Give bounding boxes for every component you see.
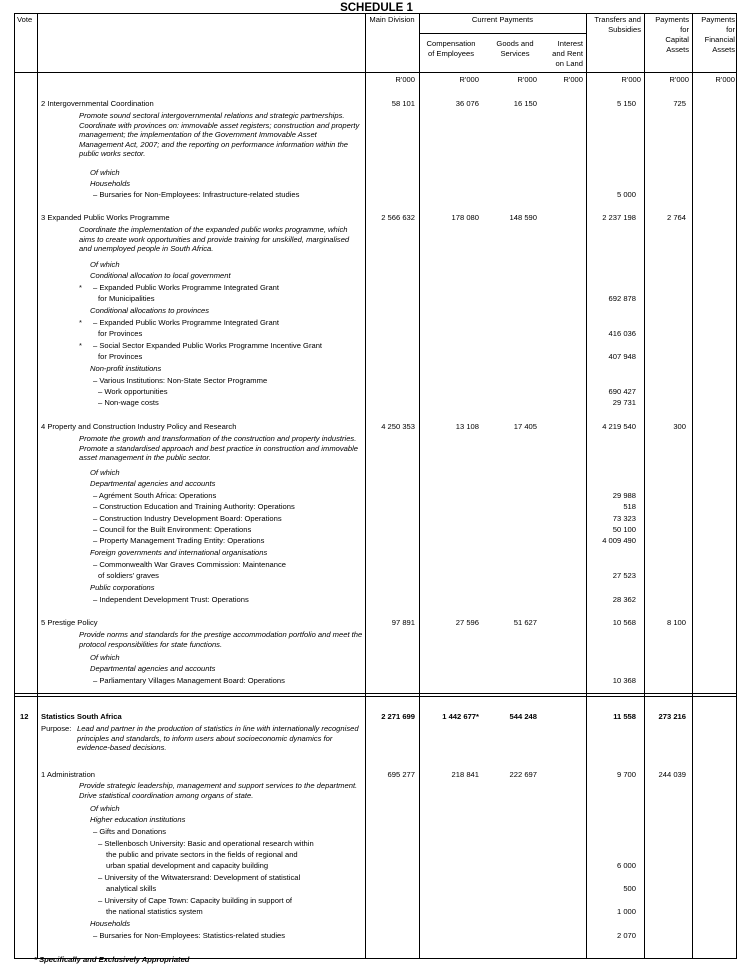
- amount-transfers: 27 523: [612, 571, 636, 580]
- amount-comp: 1 442 677*: [442, 712, 479, 721]
- vote-name: Statistics South Africa: [41, 712, 122, 721]
- line-item: – University of Cape Town: Capacity building in support of: [98, 896, 293, 905]
- amount-transfers: 29 731: [612, 398, 636, 407]
- amount-capital: 2 764: [666, 213, 686, 222]
- amount-transfers: 5 000: [616, 190, 636, 199]
- amount-transfers: 6 000: [616, 861, 636, 870]
- amount-comp: 218 841: [451, 770, 479, 779]
- header-capital-4: Assets: [666, 45, 689, 54]
- header-transfers-1: Transfers and: [594, 15, 641, 24]
- unit-label: R'000: [459, 75, 479, 84]
- category-heading: Conditional allocation to local government: [90, 271, 231, 280]
- purpose-label: Purpose:: [41, 724, 72, 733]
- line-item: – Gifts and Donations: [93, 827, 167, 836]
- amount-main: 58 101: [391, 99, 415, 108]
- of-which: Of which: [90, 804, 120, 813]
- line-item-cont: for Provinces: [98, 329, 143, 338]
- header-interest-2: and Rent: [552, 49, 583, 58]
- amount-transfers: 2 070: [616, 931, 636, 940]
- header-capital-3: Capital: [665, 35, 689, 44]
- line-item: – Construction Industry Development Board: Operations: [93, 514, 282, 523]
- programme-name: 4 Property and Construction Industry Policy and Research: [41, 422, 237, 431]
- footnote: * Specifically and Exclusively Appropriated: [34, 955, 190, 964]
- line-item: – Expanded Public Works Programme Integrated Grant: [93, 318, 279, 327]
- category-heading: Non-profit institutions: [90, 364, 162, 373]
- line-item: – Work opportunities: [98, 387, 168, 396]
- unit-label: R'000: [563, 75, 583, 84]
- amount-transfers: 2 237 198: [602, 213, 636, 222]
- programme-purpose: Provide norms and standards for the prestige accommodation portfolio and meet the protocol responsibilities for state functions.: [79, 630, 363, 649]
- column-divider: [419, 13, 420, 959]
- unit-label: R'000: [621, 75, 641, 84]
- line-item: – Council for the Built Environment: Operations: [93, 525, 252, 534]
- amount-transfers: 28 362: [612, 595, 636, 604]
- appropriation-marker: *: [79, 341, 82, 350]
- header-main-division: Main Division: [369, 15, 415, 24]
- header-capital-2: for: [680, 25, 689, 34]
- unit-label: R'000: [715, 75, 735, 84]
- line-item: – Agrément South Africa: Operations: [93, 491, 217, 500]
- header-financial-2: for: [726, 25, 735, 34]
- amount-comp: 178 080: [451, 213, 479, 222]
- header-capital-1: Payments: [655, 15, 689, 24]
- amount-transfers: 4 219 540: [602, 422, 636, 431]
- amount-goods: 148 590: [509, 213, 537, 222]
- amount-transfers: 10 568: [612, 618, 636, 627]
- header-financial-3: Financial: [704, 35, 735, 44]
- of-which: Of which: [90, 468, 120, 477]
- vote-divider: [14, 693, 737, 694]
- line-item-cont: urban spatial development and capacity building: [106, 861, 269, 870]
- line-item: – Stellenbosch University: Basic and operational research within: [98, 839, 314, 848]
- amount-transfers: 518: [623, 502, 636, 511]
- line-item-cont: the national statistics system: [106, 907, 203, 916]
- line-item: – Bursaries for Non-Employees: Statistics-related studies: [93, 931, 286, 940]
- header-financial-1: Payments: [701, 15, 735, 24]
- programme-name: 1 Administration: [41, 770, 96, 779]
- category-heading: Conditional allocations to provinces: [90, 306, 210, 315]
- amount-goods: 16 150: [513, 99, 537, 108]
- amount-transfers: 416 036: [608, 329, 636, 338]
- amount-transfers: 50 100: [612, 525, 636, 534]
- amount-capital: 300: [673, 422, 686, 431]
- line-item: – Independent Development Trust: Operations: [93, 595, 249, 604]
- header-interest-3: on Land: [555, 59, 583, 68]
- line-item: – Non-wage costs: [98, 398, 159, 407]
- header-comp-1: Compensation: [426, 39, 476, 48]
- vote-purpose: Lead and partner in the production of statistics in line with internationally recognised principles and standards, to inform users about socioeconomic dynamics for evidence-based decisions.: [77, 724, 359, 753]
- line-item-cont: of soldiers' graves: [98, 571, 159, 580]
- of-which: Of which: [90, 653, 120, 662]
- amount-goods: 544 248: [509, 712, 537, 721]
- category-heading: Higher education institutions: [90, 815, 186, 824]
- header-goods-2: Services: [500, 49, 530, 58]
- amount-transfers: 11 558: [613, 712, 636, 721]
- amount-comp: 27 596: [455, 618, 479, 627]
- of-which: Of which: [90, 168, 120, 177]
- unit-label: R'000: [669, 75, 689, 84]
- header-vote: Vote: [17, 15, 33, 24]
- amount-transfers: 4 009 490: [602, 536, 636, 545]
- vote-number: 12: [20, 712, 29, 721]
- category-heading: Departmental agencies and accounts: [90, 479, 216, 488]
- appropriation-marker: *: [79, 318, 82, 327]
- amount-goods: 222 697: [509, 770, 537, 779]
- programme-purpose: Promote the growth and transformation of the construction and property industries. Promote a standardised approach and best practice in construction and immovable asset management in the public sector.: [79, 434, 359, 463]
- amount-comp: 36 076: [455, 99, 479, 108]
- amount-transfers: 9 700: [616, 770, 636, 779]
- amount-transfers: 500: [623, 884, 636, 893]
- line-item-cont: for Municipalities: [98, 294, 155, 303]
- line-item-cont: the public and private sectors in the fields of regional and: [106, 850, 298, 859]
- header-goods-1: Goods and: [496, 39, 534, 48]
- amount-transfers: 407 948: [608, 352, 636, 361]
- column-divider: [365, 13, 366, 959]
- header-interest-1: Interest: [557, 39, 583, 48]
- column-divider: [692, 13, 693, 959]
- amount-transfers: 73 323: [612, 514, 636, 523]
- amount-goods: 17 405: [513, 422, 537, 431]
- amount-transfers: 690 427: [608, 387, 636, 396]
- category-heading: Households: [90, 919, 131, 928]
- category-heading: Foreign governments and international organisations: [90, 548, 268, 557]
- header-divider: [419, 33, 586, 34]
- amount-main: 2 566 632: [381, 213, 415, 222]
- amount-main: 695 277: [387, 770, 415, 779]
- column-divider: [37, 13, 38, 959]
- amount-transfers: 5 150: [616, 99, 636, 108]
- amount-comp: 13 108: [455, 422, 479, 431]
- programme-purpose: Provide strategic leadership, management and support services to the department. Drive statistical coordination among organs of state.: [79, 781, 358, 800]
- category-heading: Public corporations: [90, 583, 155, 592]
- amount-capital: 8 100: [666, 618, 686, 627]
- amount-capital: 244 039: [658, 770, 686, 779]
- line-item: – Social Sector Expanded Public Works Programme Incentive Grant: [93, 341, 323, 350]
- header-divider: [14, 72, 737, 73]
- amount-transfers: 692 878: [608, 294, 636, 303]
- unit-label: R'000: [517, 75, 537, 84]
- programme-name: 5 Prestige Policy: [41, 618, 98, 627]
- header-current-payments: Current Payments: [471, 15, 534, 24]
- amount-transfers: 10 368: [612, 676, 636, 685]
- line-item: – Bursaries for Non-Employees: Infrastructure-related studies: [93, 190, 300, 199]
- column-divider: [586, 13, 587, 959]
- line-item-cont: analytical skills: [106, 884, 157, 893]
- amount-transfers: 1 000: [616, 907, 636, 916]
- vote-divider: [14, 696, 737, 697]
- programme-purpose: Coordinate the implementation of the expanded public works programme, which aims to create work opportunities and provide training for unskilled, marginalised and unemployed people in South Africa.: [79, 225, 350, 254]
- header-comp-2: of Employees: [427, 49, 474, 58]
- amount-goods: 51 627: [513, 618, 537, 627]
- unit-label: R'000: [395, 75, 415, 84]
- amount-capital: 273 216: [658, 712, 686, 721]
- appropriation-marker: *: [79, 283, 82, 292]
- amount-transfers: 29 988: [612, 491, 636, 500]
- line-item: – Construction Education and Training Authority: Operations: [93, 502, 295, 511]
- header-transfers-2: Subsidies: [608, 25, 641, 34]
- header-financial-4: Assets: [712, 45, 735, 54]
- amount-capital: 725: [673, 99, 686, 108]
- amount-main: 2 271 699: [381, 712, 415, 721]
- line-item: – Commonwealth War Graves Commission: Maintenance: [93, 560, 287, 569]
- of-which: Of which: [90, 260, 120, 269]
- category-heading: Departmental agencies and accounts: [90, 664, 216, 673]
- programme-name: 2 Intergovernmental Coordination: [41, 99, 154, 108]
- line-item: – University of the Witwatersrand: Development of statistical: [98, 873, 301, 882]
- line-item: – Property Management Trading Entity: Operations: [93, 536, 265, 545]
- amount-main: 4 250 353: [381, 422, 415, 431]
- column-divider: [644, 13, 645, 959]
- programme-purpose: Promote sound sectoral intergovernmental relations and strategic partnerships. Coordinate with provinces on: immovable asset registers; construction and property management; the implementation of the Government Immovable Asset Management Act, 2007; and the reporting on performance information within the public works sector.: [79, 111, 360, 159]
- page-title: SCHEDULE 1: [340, 2, 413, 14]
- line-item: – Expanded Public Works Programme Integrated Grant: [93, 283, 279, 292]
- category-heading: Households: [90, 179, 131, 188]
- programme-name: 3 Expanded Public Works Programme: [41, 213, 170, 222]
- amount-main: 97 891: [391, 618, 415, 627]
- line-item: – Parliamentary Villages Management Board: Operations: [93, 676, 285, 685]
- line-item-cont: for Provinces: [98, 352, 143, 361]
- line-item: – Various Institutions: Non-State Sector Programme: [93, 376, 268, 385]
